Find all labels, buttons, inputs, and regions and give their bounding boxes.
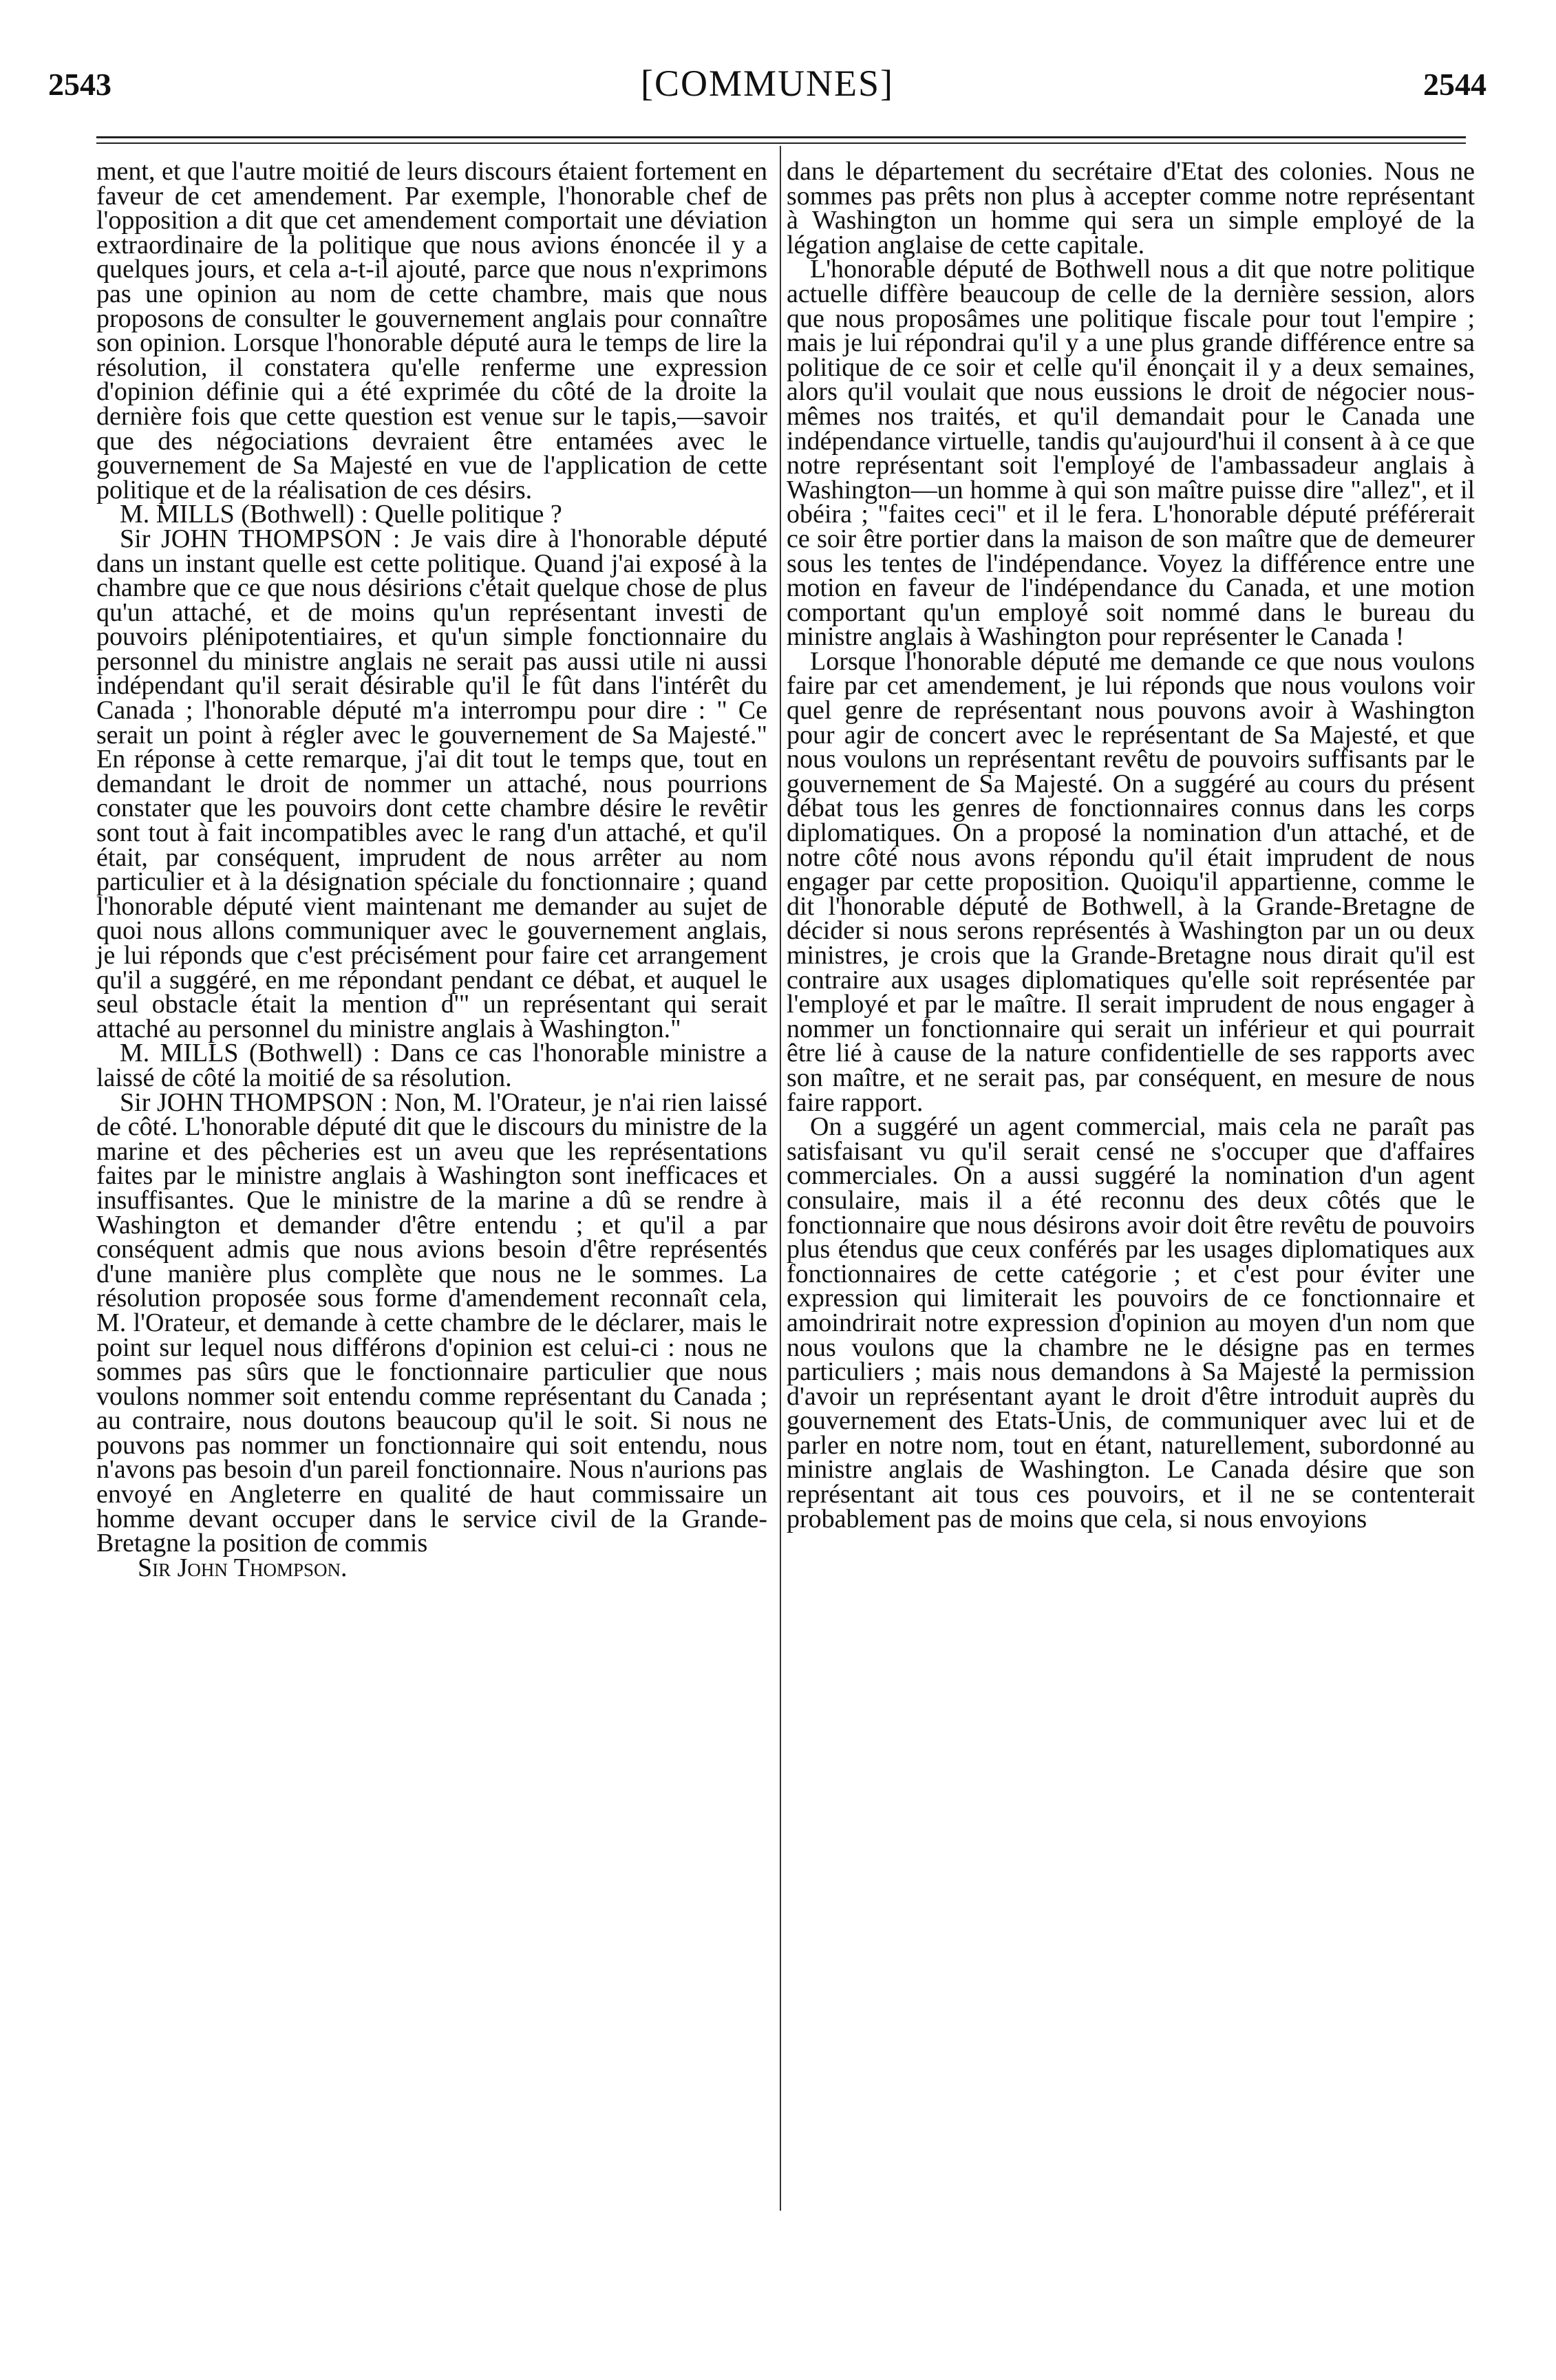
- header-rule-top: [96, 136, 1466, 138]
- column-separator: [780, 146, 781, 2211]
- paragraph: M. MILLS (Bothwell) : Dans ce cas l'honorable ministre a laissé de côté la moitié de sa résolution.: [96, 1039, 767, 1092]
- speaker-signoff: Sir John Thompson.: [138, 1553, 348, 1582]
- paragraph: Lorsque l'honorable député me demande ce que nous voulons faire par cet amendement, je lui réponds que nous voulons voir quel genre de représentant nous pouvons avoir à Washington pour agir de concert avec le représentant de Sa Majesté, et que nous voulons un représentant revêtu de pouvoirs suffisants par le gouvernement de Sa Majesté. On a suggéré au cours du présent débat tous les genres de fonctionnaires connus dans les corps diplomatiques. On a proposé la nomination d'un attaché, et de notre côté nous avons répondu qu'il était imprudent de nous engager par cette proposition. Quoiqu'il appartienne, comme le dit l'honorable député de Bothwell, à la Grande-Bretagne de décider si nous serons représentés à Washington par un ou deux ministres, je crois que la Grande-Bretagne nous dirait qu'il est contraire aux usages diplomatiques qu'elle soit représentée par l'employé et par le maître. Il serait imprudent de nous engager à nommer un fonctionnaire qui serait un inférieur et qui pourrait être lié à cause de la nature confidentielle de ses rapports avec son maître, et ne serait pas, par conséquent, en mesure de nous faire rapport.: [787, 646, 1475, 1117]
- right-column: [787, 157, 1475, 1533]
- running-head: [COMMUNES]: [640, 63, 895, 104]
- paragraph: On a suggéré un agent commercial, mais cela ne paraît pas satisfaisant vu qu'il serait censé ne s'occuper que d'affaires commerciales. On a aussi suggéré la nomination d'un agent consulaire, mais il a été reconnu des deux côtés que le fonctionnaire que nous désirons avoir doit être revêtu de pouvoirs plus étendus que ceux conférés par les usages diplomatiques aux fonctionnaires de cette catégorie ; et c'est pour éviter une expression qui limiterait les pouvoirs de ce fonctionnaire et amoindrirait notre expression d'opinion au moyen d'un nom que nous voulons que la chambre ne le désigne pas en termes particuliers ; mais nous demandons à Sa Majesté la permission d'avoir un représentant ayant le droit d'être introduit auprès du gouvernement des Etats-Unis, de communiquer avec lui et de parler en notre nom, tout en étant, naturellement, subordonné au ministre anglais de Washington. Le Canada désire que son représentant ait tous ces pouvoirs, et il ne se contenterait probablement pas de moins que cela, si nous envoyions: [787, 1112, 1475, 1533]
- left-column: [96, 157, 767, 1582]
- paragraph: L'honorable député de Bothwell nous a dit que notre politique actuelle diffère beaucoup de celle de la dernière session, alors que nous proposâmes une politique fiscale pour tout l'empire ; mais je lui répondrai qu'il y a une plus grande différence entre sa politique de ce soir et celle qu'il énonçait il y a deux semaines, alors qu'il voulait que nous eussions le droit de négocier nous-mêmes nos traités, et qu'il demandait pour le Canada une indépendance virtuelle, tandis qu'aujourd'hui il consent à à ce que notre représentant soit l'employé de l'ambassadeur anglais à Washington—un homme à qui son maître puisse dire "allez", et il obéira ; "faites ceci" et il le fera. L'honorable député préférerait ce soir être portier dans la maison de son maître que de demeurer sous les tentes de l'indépendance. Voyez la différence entre une motion en faveur de l'indépendance du Canada, et une motion comportant qu'un employé soit nommé dans le bureau du ministre anglais à Washington pour représenter le Canada !: [787, 255, 1475, 652]
- page-number-right: 2544: [1423, 67, 1486, 102]
- page-header: [48, 26, 1486, 102]
- paragraph: Sir JOHN THOMPSON : Je vais dire à l'honorable député dans un instant quelle est cette politique. Quand j'ai exposé à la chambre que ce que nous désirions c'était quelque chose de plus qu'un attaché, et de moins qu'un représentant investi de pouvoirs plénipotentiaires, et qu'un simple fonctionnaire du personnel du ministre anglais ne serait pas aussi utile ni aussi indépendant qu'il serait désirable qu'il le fût dans l'intérêt du Canada ; l'honorable député m'a interrompu pour dire : " Ce serait un point à régler avec le gouvernement de Sa Majesté." En réponse à cette remarque, j'ai dit tout le temps que, tout en demandant le droit de nommer un attaché, nous pourrions constater que les pouvoirs dont cette chambre désire le revêtir sont tout à fait incompatibles avec le rang d'un attaché, et qu'il était, par conséquent, imprudent de nous arrêter au nom particulier et à la désignation spéciale du fonctionnaire ; quand l'honorable député vient maintenant me demander au sujet de quoi nous allons communiquer avec le gouvernement anglais, je lui réponds que c'est précisément pour faire cet arrangement qu'il a suggéré, en me répondant pendant ce débat, et auquel le seul obstacle était la mention d'" un représentant qui serait attaché au personnel du ministre anglais à Washington.": [96, 524, 767, 1043]
- paragraph: Sir JOHN THOMPSON : Non, M. l'Orateur, je n'ai rien laissé de côté. L'honorable député dit que le discours du ministre de la marine et des pêcheries est un aveu que les représentations faites par le ministre anglais à Washington sont inefficaces et insuffisantes. Que le ministre de la marine a dû se rendre à Washington et demander d'être entendu ; et qu'il a par conséquent admis que nous avions besoin d'être représentés d'une manière plus complète que nous ne le sommes. La résolution proposée sous forme d'amendement reconnaît cela, M. l'Orateur, et demande à cette chambre de le déclarer, mais le point sur lequel nous différons d'opinion est celui-ci : nous ne sommes pas sûrs que le fonctionnaire particulier que nous voulons nommer soit entendu comme représentant du Canada ; au contraire, nous doutons beaucoup qu'il le soit. Si nous ne pouvons pas nommer un fonctionnaire qui soit entendu, nous n'avons pas besoin d'un pareil fonctionnaire. Nous n'aurions pas envoyé en Angleterre en qualité de haut commissaire un homme devant occuper dans le service civil de la Grande-Bretagne la position de commis: [96, 1087, 767, 1558]
- paragraph: dans le département du secrétaire d'Etat des colonies. Nous ne sommes pas prêts non plus à accepter comme notre représentant à Washington un homme qui sera un simple employé de la légation anglaise de cette capitale.: [787, 157, 1475, 259]
- paragraph: ment, et que l'autre moitié de leurs discours étaient fortement en faveur de cet amendement. Par exemple, l'honorable chef de l'opposition a dit que cet amendement comportait une déviation extraordinaire de la politique que nous avions énoncée il y a quelques jours, et cela a-t-il ajouté, parce que nous n'exprimons pas une opinion au nom de cette chambre, mais que nous proposons de consulter le gouvernement anglais pour connaître son opinion. Lorsque l'honorable député aura le temps de lire la résolution, il constatera qu'elle renferme une expression d'opinion définie qui a été exprimée du côté de la droite la dernière fois que cette question est venue sur le tapis,—savoir que des négociations devraient être entamées avec le gouvernement de Sa Majesté en vue de l'application de cette politique et de la réalisation de ces désirs.: [96, 157, 767, 504]
- paragraph: M. MILLS (Bothwell) : Quelle politique ?: [120, 500, 562, 529]
- page-number-left: 2543: [48, 67, 111, 102]
- header-rule-bottom: [96, 142, 1466, 144]
